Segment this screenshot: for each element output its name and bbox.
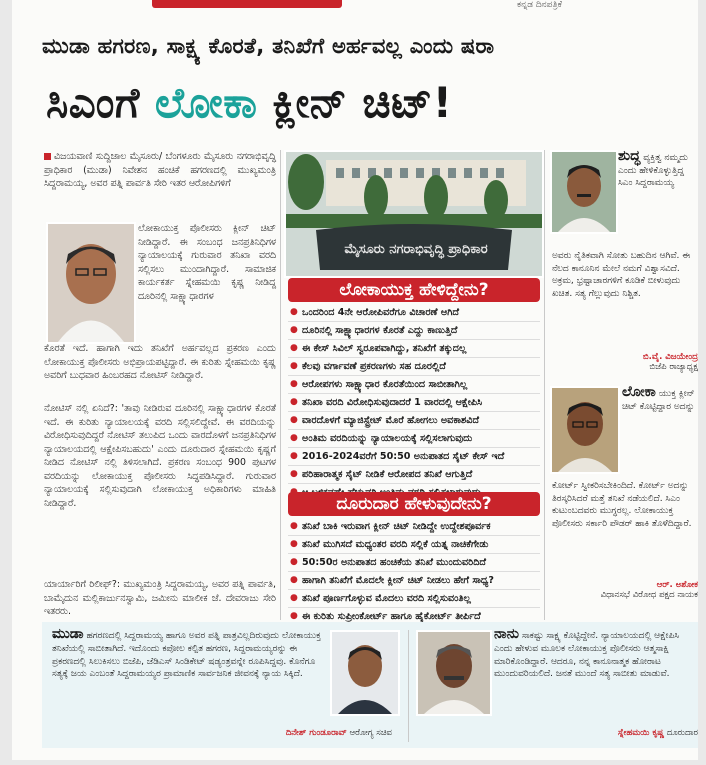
- list-item: ● ತನಿಖಾ ವರದಿ ವಿರೋಧಿಸುವುದಾದರೆ 1 ವಾರದಲ್ಲಿ ಆಕ್ಷೇಪಿಸಿ: [288, 394, 540, 412]
- list-item: ● ತನಿಖೆ ಮುಗಿಸದೆ ಮಧ್ಯಂತರ ವರದಿ ಸಲ್ಲಿಕೆ ಯತ್ನ ನಾಚಿಕೆಗೇಡು: [288, 536, 540, 554]
- lead-paragraph: ವಿಜಯವಾಣಿ ಸುದ್ದಿಜಾಲ ಮೈಸೂರು/ ಬೆಂಗಳೂರು ಮೈಸೂರು ನಗರಾಭಿವೃದ್ಧಿ ಪ್ರಾಧಿಕಾರ (ಮುಡಾ) ನಿವೇಶನ ಹಂಚಿಕೆ ಹಗರಣದಲ್ಲಿ ಮುಖ್ಯಮಂತ್ರಿ ಸಿದ್ದರಾಮಯ್ಯ, ಅವರ ಪತ್ನಿ ಪಾರ್ವತಿ ಸೇರಿ ಇತರ ಆರೋಪಿಗಳಿಗೆ: [44, 151, 276, 189]
- headline-part-2: ಕ್ಲೀನ್ ಚಿಟ್!: [257, 78, 453, 127]
- list-item: ● ತನಿಖೆ ಪೂರ್ಣಗೊಳ್ಳುವ ಮೊದಲು ವರದಿ ಸಲ್ಲಿಸುವಂತಿಲ್ಲ: [288, 590, 540, 608]
- dinesh-gundurao-photo: [330, 630, 400, 716]
- lead-continued: ಲೋಕಾಯುಕ್ತ ಪೊಲೀಸರು ಕ್ಲೀನ್ ಚಿಟ್ ನೀಡಿದ್ದಾರೆ. ಈ ಸಂಬಂಧ ಜನಪ್ರತಿನಿಧಿಗಳ ನ್ಯಾಯಾಲಯಕ್ಕೆ ಗುರುವಾರ ತನಿಖಾ ವರದಿ ಸಲ್ಲಿಸಲು ಮುಂದಾಗಿದ್ದಾರೆ. ಸಾಮಾಜಿಕ ಕಾರ್ಯಕರ್ತ ಸ್ನೇಹಮಯಿ ಕೃಷ್ಣ ನೀಡಿದ್ದ ದೂರಿನಲ್ಲಿ ಸಾಕ್ಷ್ಯಾಧಾರಗಳ: [138, 223, 276, 302]
- quote-3-text: ಮುಡಾ ಹಗರಣದಲ್ಲಿ ಸಿದ್ದರಾಮಯ್ಯ ಹಾಗೂ ಅವರ ಪತ್ನಿ ಪಾತ್ರವಿಲ್ಲದಿರುವುದು ಲೋಕಾಯುಕ್ತ ತನಿಖೆಯಲ್ಲಿ ಸಾಬೀತಾಗಿದೆ. ಇದೊಂದು ಕಪೋಲ ಕಲ್ಪಿತ ಹಗರಣ, ಸಿದ್ದರಾಮಯ್ಯರನ್ನು ಈ ಪ್ರಕರಣದಲ್ಲಿ ಸಿಲುಕಿಸಲು ಬಿಜೆಪಿ, ಜೆಡಿಎಸ್ ಸಿಂಡಿಕೇಟ್ ಷಡ್ಯಂತ್ರವನ್ನೇ ರೂಪಿಸಿದ್ದವು. ಕೊನೆಗೂ ಸತ್ಯಕ್ಕೆ ಜಯ ಎಂಬಂತೆ ಸಿದ್ದರಾಮಯ್ಯರ ಪ್ರಾಮಾಣಿಕ ಸಾರ್ವಜನಿಕ ಜೀವನಕ್ಕೆ ನ್ಯಾಯ ಸಿಕ್ಕಿದೆ.: [52, 626, 321, 680]
- lokayukta-box-title: ಲೋಕಾಯುಕ್ತ ಹೇಳಿದ್ದೇನು?: [288, 278, 540, 302]
- ashoka-photo: [550, 386, 620, 474]
- vijayendra-photo: [550, 150, 618, 234]
- snehamayi-krishna-photo: [416, 630, 492, 716]
- edition-label: ಕನ್ನಡ ದಿನಪತ್ರಿಕೆ: [517, 0, 563, 10]
- list-item: ● ತನಿಖೆ ಬಾಕಿ ಇರುವಾಗ ಕ್ಲೀನ್ ಚಿಟ್ ನೀಡಿದ್ದೇ ಉದ್ದೇಶಪೂರ್ವಕ: [288, 518, 540, 536]
- paragraph-2: ಕೊರತೆ ಇದೆ. ಹಾಗಾಗಿ ಇದು ತನಿಖೆಗೆ ಅರ್ಹವಲ್ಲದ ಪ್ರಕರಣ ಎಂದು ಲೋಕಾಯುಕ್ತ ಪೊಲೀಸರು ಅಭಿಪ್ರಾಯಪಟ್ಟಿದ್ದಾರೆ. ಈ ಕುರಿತು ಸ್ನೇಹಮಯಿ ಕೃಷ್ಣ ಅವರಿಗೆ ಬುಧವಾರ ಹಿಂಬರಹದ ನೋಟಿಸ್ ನೀಡಿದ್ದಾರೆ.: [44, 343, 276, 381]
- list-item: ● ಕೆಲವು ವರ್ಗಾವಣೆ ಪ್ರಕರಣಗಳು ಸಹ ದೂರಲ್ಲಿದೆ: [288, 358, 540, 376]
- photo-sign-text: ಮೈಸೂರು ನಗರಾಭಿವೃದ್ಧಿ ಪ್ರಾಧಿಕಾರ: [344, 242, 488, 257]
- quote-3-byline: ದಿನೇಶ್ ಗುಂಡೂರಾವ್ ಆರೋಗ್ಯ ಸಚಿವ: [285, 728, 392, 738]
- complainant-box-title: ದೂರುದಾರ ಹೇಳುವುದೇನು?: [288, 492, 540, 516]
- list-item: ● ದೂರಿನಲ್ಲಿ ಸಾಕ್ಷ್ಯಾಧಾರಗಳ ಕೊರತೆ ಎದ್ದು ಕಾಣುತ್ತಿದೆ: [288, 322, 540, 340]
- masthead-logo: [152, 0, 342, 8]
- quote-1-body: ಅವರು ನೈತಿಕವಾಗಿ ಸೋತು ಬಹುದಿನ ಆಗಿವೆ. ಈ ನೆಲದ ಕಾನೂನಿನ ಮೇಲೆ ನಮಗೆ ವಿಶ್ವಾಸವಿದೆ. ಅಕ್ರಮ, ಭ್ರಷ್ಟಾಚಾರಗಳಿಗೆ ಕೂಡಿಕೆ ಬೀಳುವುದು ಖಚಿತ. ಸತ್ಯ ಗೆಲ್ಲುವುದು ನಿಶ್ಚಿತ.: [552, 251, 690, 299]
- quote-2-body: ಕೋರ್ಟ್ ಸ್ವೀಕರಿಸಬೇಕಿಂದಿದೆ. ಕೋರ್ಟ್ ಅದನ್ನು ತಿರಸ್ಕರಿಸಿದರೆ ಮತ್ತೆ ತನಿಖೆ ನಡೆಯಲಿದೆ. ಸಿಎಂ ಕುಟುಂಬದವರು ಮುಗ್ಧರಲ್ಲ. ಲೋಕಾಯುಕ್ತ ಪೊಲೀಸರು ಸರ್ಕಾರಿ ಪೌಡರ್ ಹಾಕಿ ತೊಳೆದಿದ್ದಾರೆ.: [552, 481, 692, 529]
- headline: [46, 78, 706, 128]
- headline-accent: ಲೋಕಾ: [154, 78, 258, 127]
- quote-1-byline: ಬಿ.ವೈ. ವಿಜಯೇಂದ್ರ ಬಿಜೆಪಿ ರಾಜ್ಯಾಧ್ಯಕ್ಷ: [642, 352, 698, 372]
- siddaramaiah-photo: [46, 222, 136, 344]
- list-item: ● ವಾರದೊಳಗೆ ಮ್ಯಾಜಿಸ್ಟ್ರೇಟ್ ಮೊರೆ ಹೋಗಲು ಅವಕಾಶವಿದೆ: [288, 412, 540, 430]
- paragraph-4: ಯಾರ್ಯಾರಿಗೆ ರಿಲೀಫ್?: ಮುಖ್ಯಮಂತ್ರಿ ಸಿದ್ದರಾಮಯ್ಯ, ಅವರ ಪತ್ನಿ ಪಾರ್ವತಿ, ಬಾಮೈದುನ ಮಲ್ಲಿಕಾರ್ಜುನಸ್ವಾಮಿ, ಜಮೀನು ಮಾಲೀಕ ಜೆ. ದೇವರಾಜು ಸೇರಿ ಇತರರು.: [44, 579, 276, 617]
- muda-building-photo: [284, 150, 544, 278]
- quote-1-top: ಶುದ್ಧ ವ್ಯಕ್ತಿತ್ವ ನಮ್ಮದು ಎಂದು ಹೇಳಿಕೊಳ್ಳುತ್ತಿದ್ದ ಸಿಎಂ ಸಿದ್ದರಾಮಯ್ಯ: [618, 148, 688, 188]
- bullet-square-icon: [44, 153, 51, 160]
- complainant-points-list: [288, 518, 540, 626]
- list-item: ● ಹಾಗಾಗಿ ತನಿಖೆಗೆ ಮೊದಲೇ ಕ್ಲೀನ್ ಚಿಟ್ ನೀಡಲು ಹೇಗೆ ಸಾಧ್ಯ?: [288, 572, 540, 590]
- column-divider: [408, 630, 409, 742]
- quote-4-text: ನಾನು ಸಾಕಷ್ಟು ಸಾಕ್ಷ್ಯ ಕೊಟ್ಟಿದ್ದೇನೆ. ನ್ಯಾಯಾಲಯದಲ್ಲಿ ಆಕ್ಷೇಪಿಸಿ ಎಂದು ಹೇಳುವ ಮೂಲಕ ಲೋಕಾಯುಕ್ತ ಪೊಲೀಸರು ಆತ್ಮಸಾಕ್ಷಿ ಮಾರಿಕೊಂಡಿದ್ದಾರೆ. ಆದರೂ, ನನ್ನ ಕಾನೂನಾತ್ಮಕ ಹೋರಾಟ ಮುಂದುವರಿಯಲಿದೆ. ಜನತೆ ಮುಂದೆ ಸತ್ಯ ಸಾಬೀತು ಮಾಡುವೆ.: [494, 626, 680, 680]
- quote-2-top: ಲೋಕಾ ಯುಕ್ತ ಕ್ಲೀನ್ ಚಿಟ್ ಕೊಟ್ಟಿದ್ದಾರ ಅದನ್ನು: [622, 384, 695, 412]
- list-item: ● ಈ ಕುರಿತು ಸುಪ್ರೀಂಕೋರ್ಟ್ ಹಾಗೂ ಹೈಕೋರ್ಟ್ ತೀರ್ಪಿದೆ: [288, 608, 540, 626]
- list-item: ● 2016-2024ವರೆಗೆ 50:50 ಅನುಪಾತದ ಸೈಟ್ ಕೇಸ್ ಇದೆ: [288, 448, 540, 466]
- column-divider: [544, 150, 545, 620]
- list-item: ● 50:50ರ ಅನುಪಾತದ ಹಂಚಿಕೆಯ ತನಿಖೆ ಮುಂದುವರಿದಿದೆ: [288, 554, 540, 572]
- list-item: ● ಆರೋಪಗಳು ಸಾಕ್ಷ್ಯಾಧಾರ ಕೊರತೆಯಿಂದ ಸಾಬೀತಾಗಿಲ್ಲ: [288, 376, 540, 394]
- list-item: ● ಅಂತಿಮ ವರದಿಯನ್ನು ನ್ಯಾಯಾಲಯಕ್ಕೆ ಸಲ್ಲಿಸಲಾಗುವುದು: [288, 430, 540, 448]
- newspaper-page: [12, 0, 698, 760]
- column-divider: [280, 150, 281, 620]
- list-item: ● ಒಂದರಿಂದ 4ನೇ ಆರೋಪಿವರೆಗೂ ವಿಚಾರಣೆ ಆಗಿದೆ: [288, 304, 540, 322]
- subheadline: ಮುಡಾ ಹಗರಣ, ಸಾಕ್ಷ್ಯ ಕೊರತೆ, ತನಿಖೆಗೆ ಅರ್ಹವಲ್ಲ ಎಂದು ಷರಾ: [42, 34, 495, 58]
- quote-2-byline: ಆರ್. ಅಶೋಕ ವಿಧಾನಸಭೆ ವಿರೋಧ ಪಕ್ಷದ ನಾಯಕ: [600, 580, 698, 600]
- list-item: ● ಪರಿಹಾರಾತ್ಮಕ ಸೈಟ್ ನೀಡಿಕೆ ಆರೋಪದ ತನಿಖೆ ಆಗುತ್ತಿದೆ: [288, 466, 540, 484]
- lokayukta-points-list: [288, 304, 540, 502]
- list-item: ● ಈ ಕೇಸ್ ಸಿವಿಲ್ ಸ್ವರೂಪವಾಗಿದ್ದು, ತನಿಖೆಗೆ ತಕ್ಕುದಲ್ಲ: [288, 340, 540, 358]
- headline-part-1: ಸಿಎಂಗೆ: [46, 78, 155, 127]
- quote-4-byline: ಸ್ನೇಹಮಯಿ ಕೃಷ್ಣ ದೂರುದಾರ: [617, 728, 698, 738]
- paragraph-3: ನೋಟಿಸ್ ನಲ್ಲಿ ಏನಿದೆ?: 'ತಾವು ನೀಡಿರುವ ದೂರಿನಲ್ಲಿ ಸಾಕ್ಷ್ಯಾಧಾರಗಳ ಕೊರತೆ ಇದೆ. ಈ ಕುರಿತು ನ್ಯಾಯಾಲಯಕ್ಕೆ ವರದಿ ಸಲ್ಲಿಸಲಿದ್ದೇವೆ. ಈ ವರದಿಯನ್ನು ವಿರೋಧಿಸುವುದಿದ್ದರೆ ನೋಟಿಸ್ ತಲುಪಿದ ಒಂದು ವಾರದೊಳಗೆ ಜನಪ್ರತಿನಿಧಿಗಳ ನ್ಯಾಯಾಲಯದಲ್ಲಿ ಆಕ್ಷೇಪಿಸಬಹುದು' ಎಂದು ದೂರುದಾರ ಸ್ನೇಹಮಯಿ ಕೃಷ್ಣಗೆ ನೀಡಿದ ನೋಟಿಸ್ ನಲ್ಲಿ ತಿಳಿಸಲಾಗಿದೆ. ಪ್ರಕರಣ ಸಂಬಂಧ 900 ಪುಟಗಳ ವರದಿಯನ್ನು ಲೋಕಾಯುಕ್ತ ಪೊಲೀಸರು ಸಿದ್ಧಪಡಿಸಿದ್ದಾರೆ. ಗುರುವಾರ ನ್ಯಾಯಾಲಯಕ್ಕೆ ಸಲ್ಲಿಸುವುದಾಗಿ ಲೋಕಾಯುಕ್ತ ಅಧಿಕಾರಿಗಳು ಮಾಹಿತಿ ನೀಡಿದ್ದಾರೆ.: [44, 403, 276, 509]
